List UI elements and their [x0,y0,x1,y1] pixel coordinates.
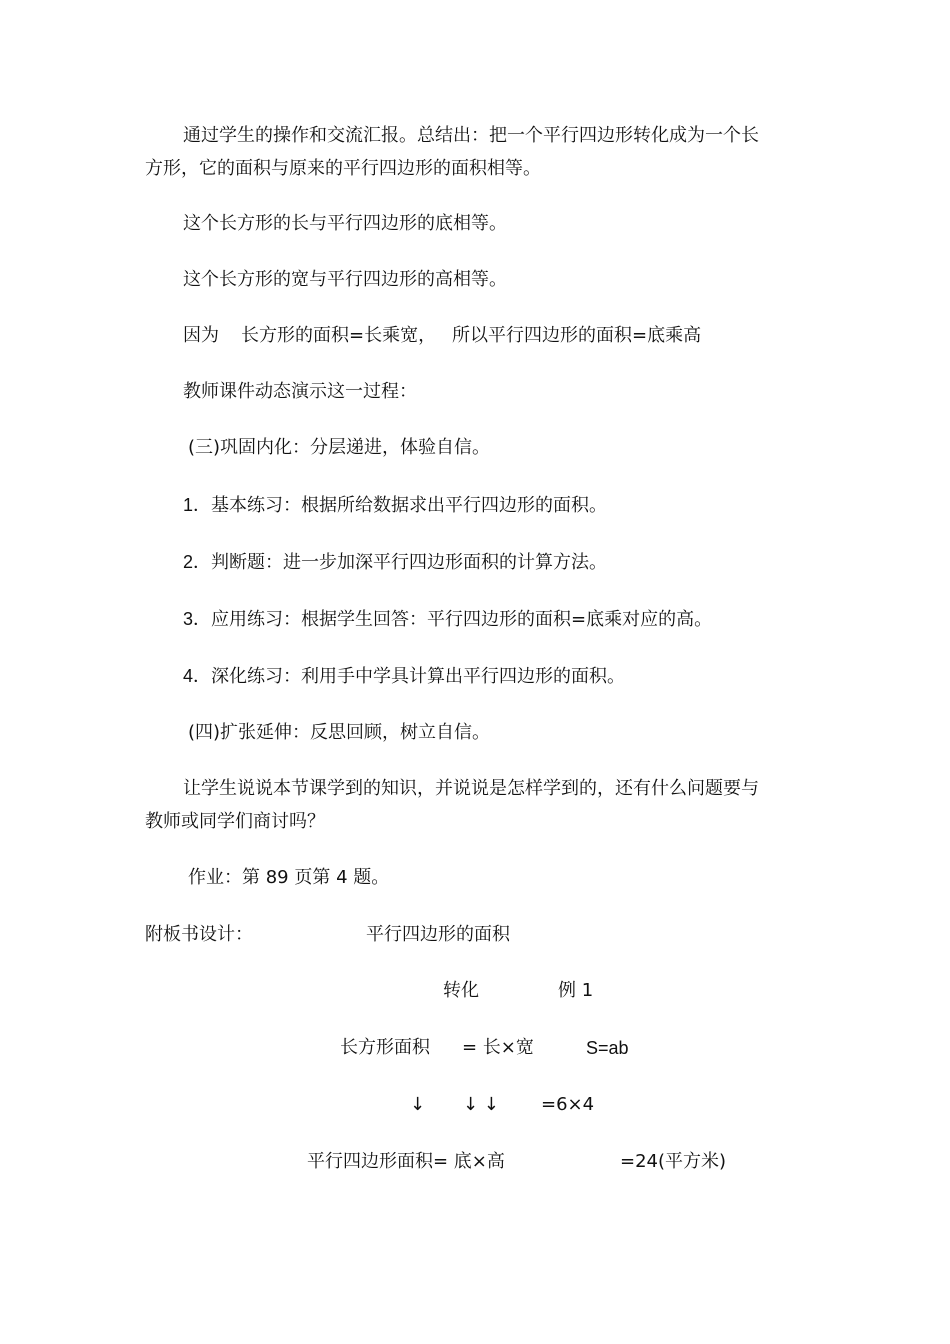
board-calculation-step1: =6×4 [541,1094,595,1115]
board-design-label: 附板书设计： [145,924,253,945]
list-item-text: 深化练习：利用手中学具计算出平行四边形的面积。 [211,666,626,687]
paragraph-summary-line1: 通过学生的操作和交流汇报。总结出：把一个平行四边形转化成为一个长 [183,125,759,146]
list-item-number: 3． [183,609,212,629]
paragraph-reflection-line1: 让学生说说本节课学到的知识，并说说是怎样学到的，还有什么问题要与 [183,778,759,799]
parallelogram-area-statement: 所以平行四边形的面积=底乘高 [452,325,702,346]
list-item [183,550,607,575]
paragraph-length: 这个长方形的长与平行四边形的底相等。 [183,213,507,234]
list-item-text: 应用练习：根据学生回答：平行四边形的面积=底乘对应的高。 [211,609,713,630]
down-arrows-icon: ↓ ↓ [463,1094,499,1115]
paragraph-demo: 教师课件动态演示这一过程： [183,381,417,402]
paragraph-summary-line2: 方形，它的面积与原来的平行四边形的面积相等。 [145,158,541,179]
because-label: 因为 [183,325,219,346]
board-calculation-result: =24(平方米) [620,1151,727,1172]
rectangle-area-statement: 长方形的面积=长乘宽， [241,325,437,346]
board-title: 平行四边形的面积 [366,924,510,945]
board-s-formula: S=ab [586,1038,629,1058]
board-parallelogram-area: 平行四边形面积= 底×高 [307,1151,505,1172]
list-item-number: 1． [183,495,212,515]
list-item-number: 4． [183,666,212,686]
board-transform-label: 转化 [443,980,479,1001]
homework-line: 作业：第 89 页第 4 题。 [188,867,390,888]
paragraph-reflection-line2: 教师或同学们商讨吗？ [145,811,325,832]
list-item-text: 判断题：进一步加深平行四边形面积的计算方法。 [211,552,608,573]
list-item-text: 基本练习：根据所给数据求出平行四边形的面积。 [211,495,608,516]
section-four-heading: (四)扩张延伸：反思回顾，树立自信。 [188,722,491,743]
list-item [183,664,625,689]
section-three-heading: (三)巩固内化：分层递进，体验自信。 [188,437,491,458]
list-item-number: 2． [183,552,212,572]
board-rectangle-area: 长方形面积 [340,1037,430,1058]
board-rectangle-formula: = 长×宽 [462,1037,534,1058]
down-arrow-icon: ↓ [410,1094,426,1115]
paragraph-width: 这个长方形的宽与平行四边形的高相等。 [183,269,507,290]
list-item [183,493,607,518]
list-item [183,607,712,632]
board-example-label: 例 1 [558,980,594,1001]
